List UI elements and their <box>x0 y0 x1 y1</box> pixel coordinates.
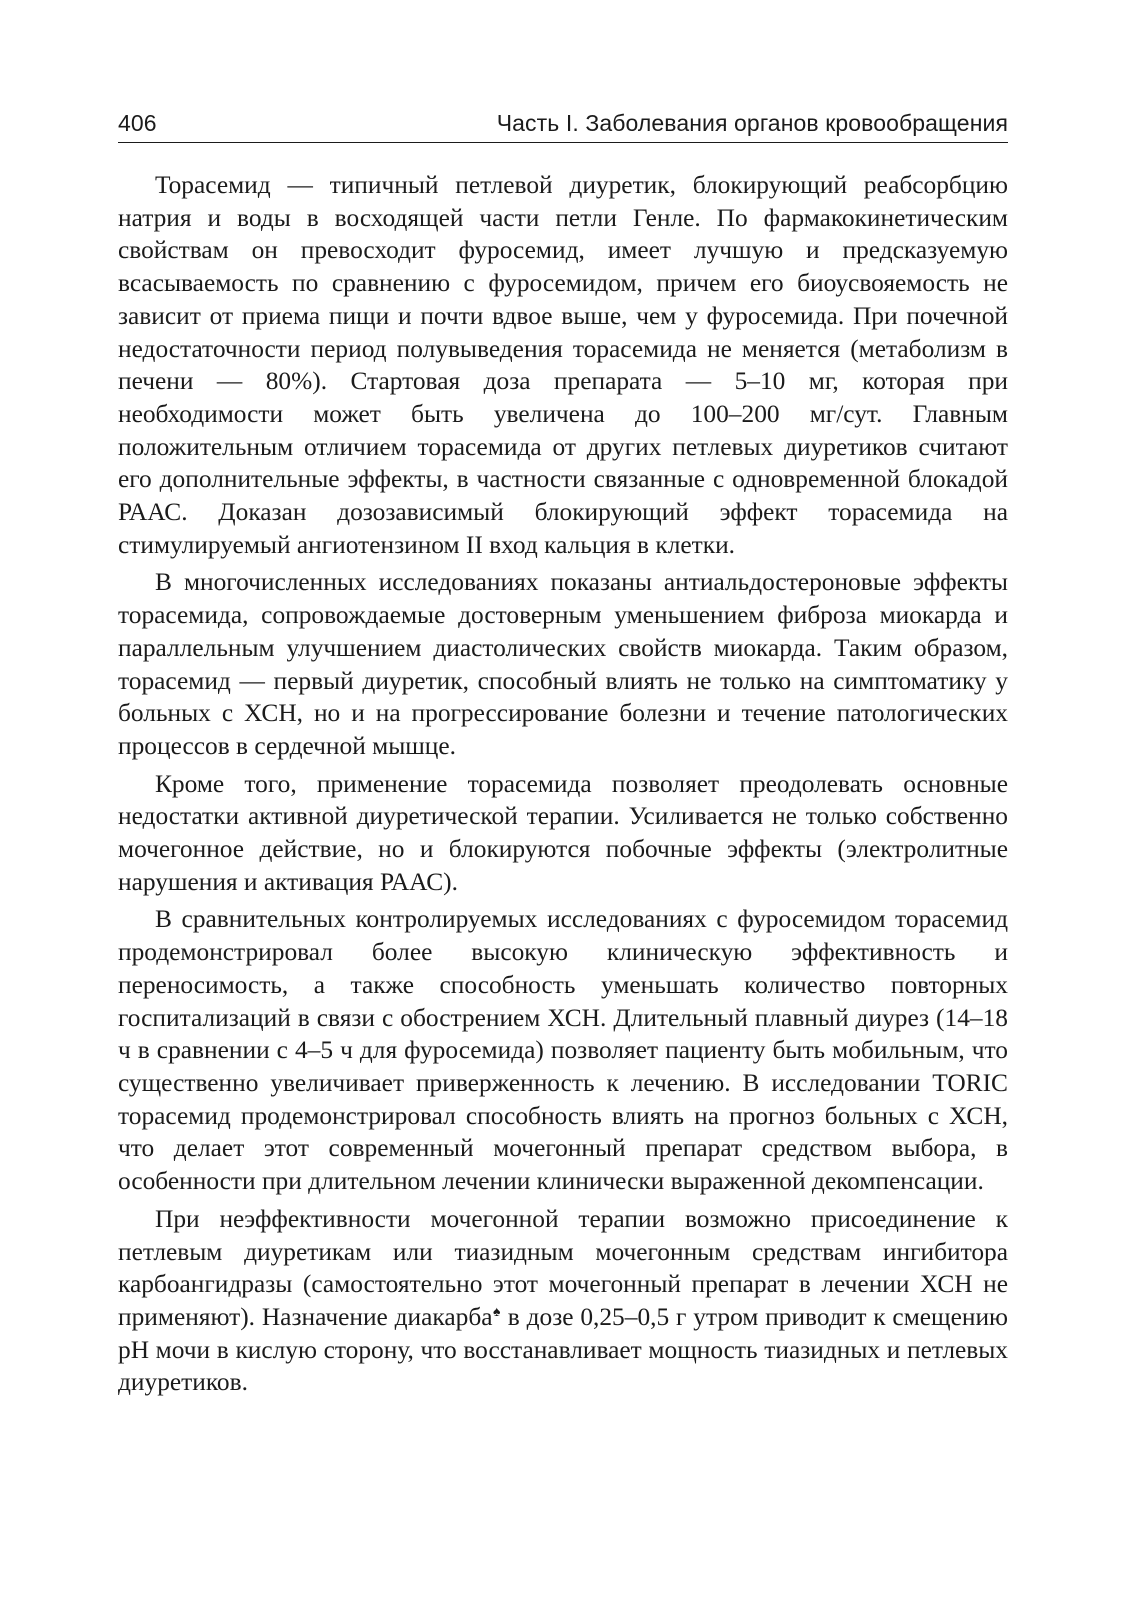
paragraph-5-start: При неэффективности мочегонной терапии возможно присоединение к петлевым диуретикам или тиазидным мочегонным средствам ингибитора карбоангидразы (самостоятельно этот мочегонный препарат в лечении ХСН не применяют). Назначение диакарба <box>118 1204 1008 1331</box>
page-content <box>118 108 1008 1404</box>
paragraph-4: В сравнительных контролируемых исследованиях с фуросемидом торасемид продемонстрировал более высокую клиническую эффективность и переносимость, а также способность уменьшать количество повторных госпитализаций в связи с обострением ХСН. Длительный плавный диурез (14–18 ч в сравнении с 4–5 ч для фуросемида) позволяет пациенту быть мобильным, что существенно увеличивает приверженность к лечению. В исследовании TORIC торасемид продемонстрировал способность влиять на прогноз больных с ХСН, что делает этот современный мочегонный препарат средством выбора, в особенности при длительном лечении клинически выраженной декомпенсации. <box>118 905 1008 1196</box>
paragraph-5 <box>118 1203 1008 1399</box>
paragraph-1: Торасемид — типичный петлевой диуретик, блокирующий реабсорбцию натрия и воды в восходящей части петли Генле. По фармакокинетическим свойствам он превосходит фуросемид, имеет лучшую и предсказуемую всасываемость по сравнению с фуросемидом, причем его биоусвояемость не зависит от приема пищи и почти вдвое выше, чем у фуросемида. При почечной недостаточности период полувыведения торасемида не меняется (метаболизм в печени — 80%). Стартовая доза препарата — 5–10 мг, которая при необходимости может быть увеличена до 100–200 мг/сут. Главным положительным отличием торасемида от других петлевых диуретиков считают его дополнительные эффекты, в частности связанные с одновременной блокадой РААС. Доказан дозозависимый блокирующий эффект торасемида на стимулируемый ангиотензином II вход кальция в клетки. <box>118 171 1008 559</box>
paragraph-2: В многочисленных исследованиях показаны антиальдостероновые эффекты торасемида, сопровождаемые достоверным уменьшением фиброза миокарда и параллельным улучшением диастолических свойств миокарда. Таким образом, торасемид — первый диуретик, способный влиять не только на симптоматику у больных с ХСН, но и на прогрессирование болезни и течение патологических процессов в сердечной мышце. <box>118 568 1008 760</box>
registered-drug-mark: ♠ <box>492 1304 501 1320</box>
paragraph-3: Кроме того, применение торасемида позволяет преодолевать основные недостатки активной диуретической терапии. Усиливается не только собственно мочегонное действие, но и блокируются побочные эффекты (электролитные нарушения и активация РААС). <box>118 769 1008 896</box>
running-header <box>118 108 1008 143</box>
page-number: 406 <box>118 110 157 136</box>
running-title: Часть I. Заболевания органов кровообращения <box>496 110 1008 136</box>
main-text <box>118 169 1008 1399</box>
paragraph-5-end: в дозе 0,25–0,5 г утром приводит к смещению pH мочи в кислую сторону, что восстанавливает мощность тиазидных и петлевых диуретиков. <box>118 1302 1009 1397</box>
